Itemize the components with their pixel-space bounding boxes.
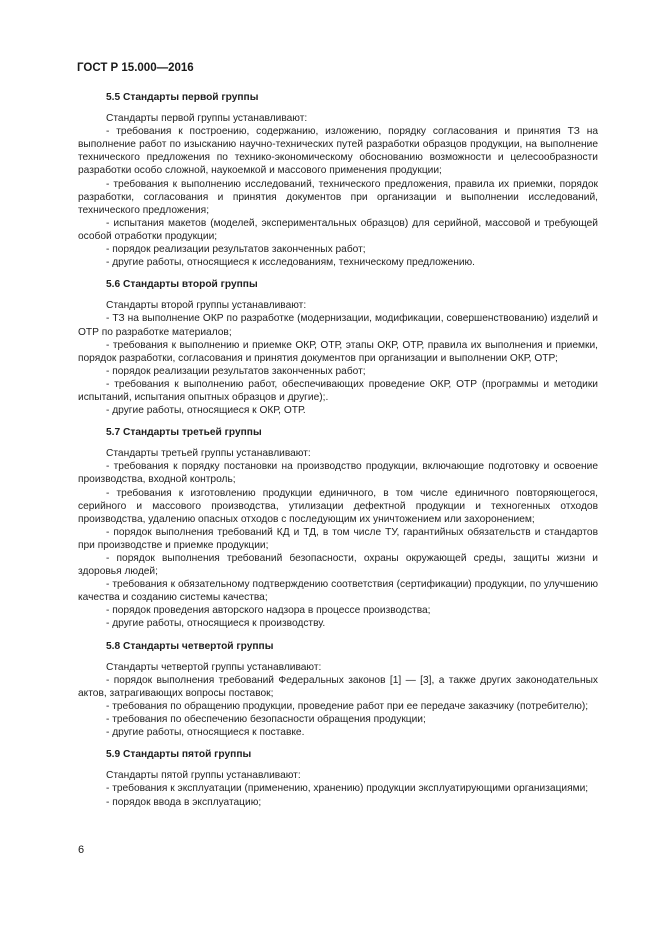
section-intro: Стандарты пятой группы устанавливают: xyxy=(106,770,301,782)
list-item: - другие работы, относящиеся к исследованиям, техническому предложению. xyxy=(106,257,475,269)
list-item: - требования к выполнению и приемке ОКР, ОТР, этапы ОКР, ОТР, правила их выполнения и приемки, порядок разработки, согласования и принятия документов при организации и выполнении ОКР, ОТР; xyxy=(78,339,598,364)
section-title: 5.7 Стандарты третьей группы xyxy=(106,427,262,439)
section-title: 5.9 Стандарты пятой группы xyxy=(106,749,252,761)
list-item: - испытания макетов (моделей, экспериментальных образцов) для серийной, массовой и требующей особой отработки продукции; xyxy=(78,217,598,242)
document-body xyxy=(78,91,598,818)
list-item: - требования к выполнению работ, обеспечивающих проведение ОКР, ОТР (программы и методики испытаний, испытания опытных образцов и другие);. xyxy=(78,378,598,403)
list-item: - другие работы, относящиеся к ОКР, ОТР. xyxy=(106,405,306,417)
section xyxy=(78,91,598,269)
list-item: - ТЗ на выполнение ОКР по разработке (модернизации, модификации, совершенствованию) изделий и ОТР по разработке материалов; xyxy=(78,313,598,338)
list-item: - порядок выполнения требований Федеральных законов [1] — [3], а также других законодательных актов, затрагивающих вопросы поставок; xyxy=(78,674,598,699)
list-item: - другие работы, относящиеся к производству. xyxy=(106,618,326,630)
list-item: - требования к эксплуатации (применению, хранению) продукции эксплуатирующими организациями; xyxy=(106,783,589,795)
section-intro: Стандарты второй группы устанавливают: xyxy=(106,300,307,312)
list-item: - требования к порядку постановки на производство продукции, включающие подготовку и освоение производства, входной контроль; xyxy=(78,461,598,486)
section-intro: Стандарты четвертой группы устанавливают: xyxy=(106,661,322,673)
list-item: - требования к изготовлению продукции единичного, в том числе единичного повторяющегося, серийного и массового производства, утилизации дефектной продукции и техногенных отходов производства, удалению опасных отходов с последующим их уничтожением или захоронением; xyxy=(78,487,598,525)
section xyxy=(78,748,598,808)
section-intro: Стандарты третьей группы устанавливают: xyxy=(106,448,311,460)
page-number: 6 xyxy=(78,844,85,856)
list-item: - порядок реализации результатов законченных работ; xyxy=(106,365,366,377)
section-title: 5.6 Стандарты второй группы xyxy=(106,279,258,291)
list-item: - порядок проведения авторского надзора в процессе производства; xyxy=(106,605,431,617)
section-title: 5.5 Стандарты первой группы xyxy=(106,92,259,103)
list-item: - требования к обязательному подтверждению соответствия (сертификации) продукции, по улучшению качества и созданию системы качества; xyxy=(78,579,598,604)
list-item: - требования по обеспечению безопасности обращения продукции; xyxy=(106,714,426,726)
list-item: - требования к выполнению исследований, технического предложения, правила их приемки, порядок разработки, согласования и принятия документов при организации и выполнении исследований, технического предложения; xyxy=(78,178,598,216)
section xyxy=(78,278,598,417)
section xyxy=(78,426,598,630)
list-item: - требования по обращению продукции, проведение работ при ее передаче заказчику (потребителю); xyxy=(106,700,589,712)
list-item: - другие работы, относящиеся к поставке. xyxy=(106,727,305,739)
section-title: 5.8 Стандарты четвертой группы xyxy=(106,640,274,652)
list-item: - порядок ввода в эксплуатацию; xyxy=(106,796,262,808)
document-header: ГОСТ Р 15.000—2016 xyxy=(77,62,194,74)
list-item: - порядок реализации результатов законченных работ; xyxy=(106,244,366,256)
list-item: - требования к построению, содержанию, изложению, порядку согласования и принятия ТЗ на выполнение работ по изысканию научно-технических путей разработки образцов продукции, на выполнение технического предложения по технико-экономическому обоснованию возможности и целесообразности разработки особо сложной, наукоемкой и массового применения продукции; xyxy=(78,126,598,177)
list-item: - порядок выполнения требований КД и ТД, в том числе ТУ, гарантийных обязательств и стандартов при производстве и приемке продукции; xyxy=(78,526,598,551)
section-intro: Стандарты первой группы устанавливают: xyxy=(106,113,308,125)
list-item: - порядок выполнения требований безопасности, охраны окружающей среды, защиты жизни и здоровья людей; xyxy=(78,553,598,578)
section xyxy=(78,640,598,740)
